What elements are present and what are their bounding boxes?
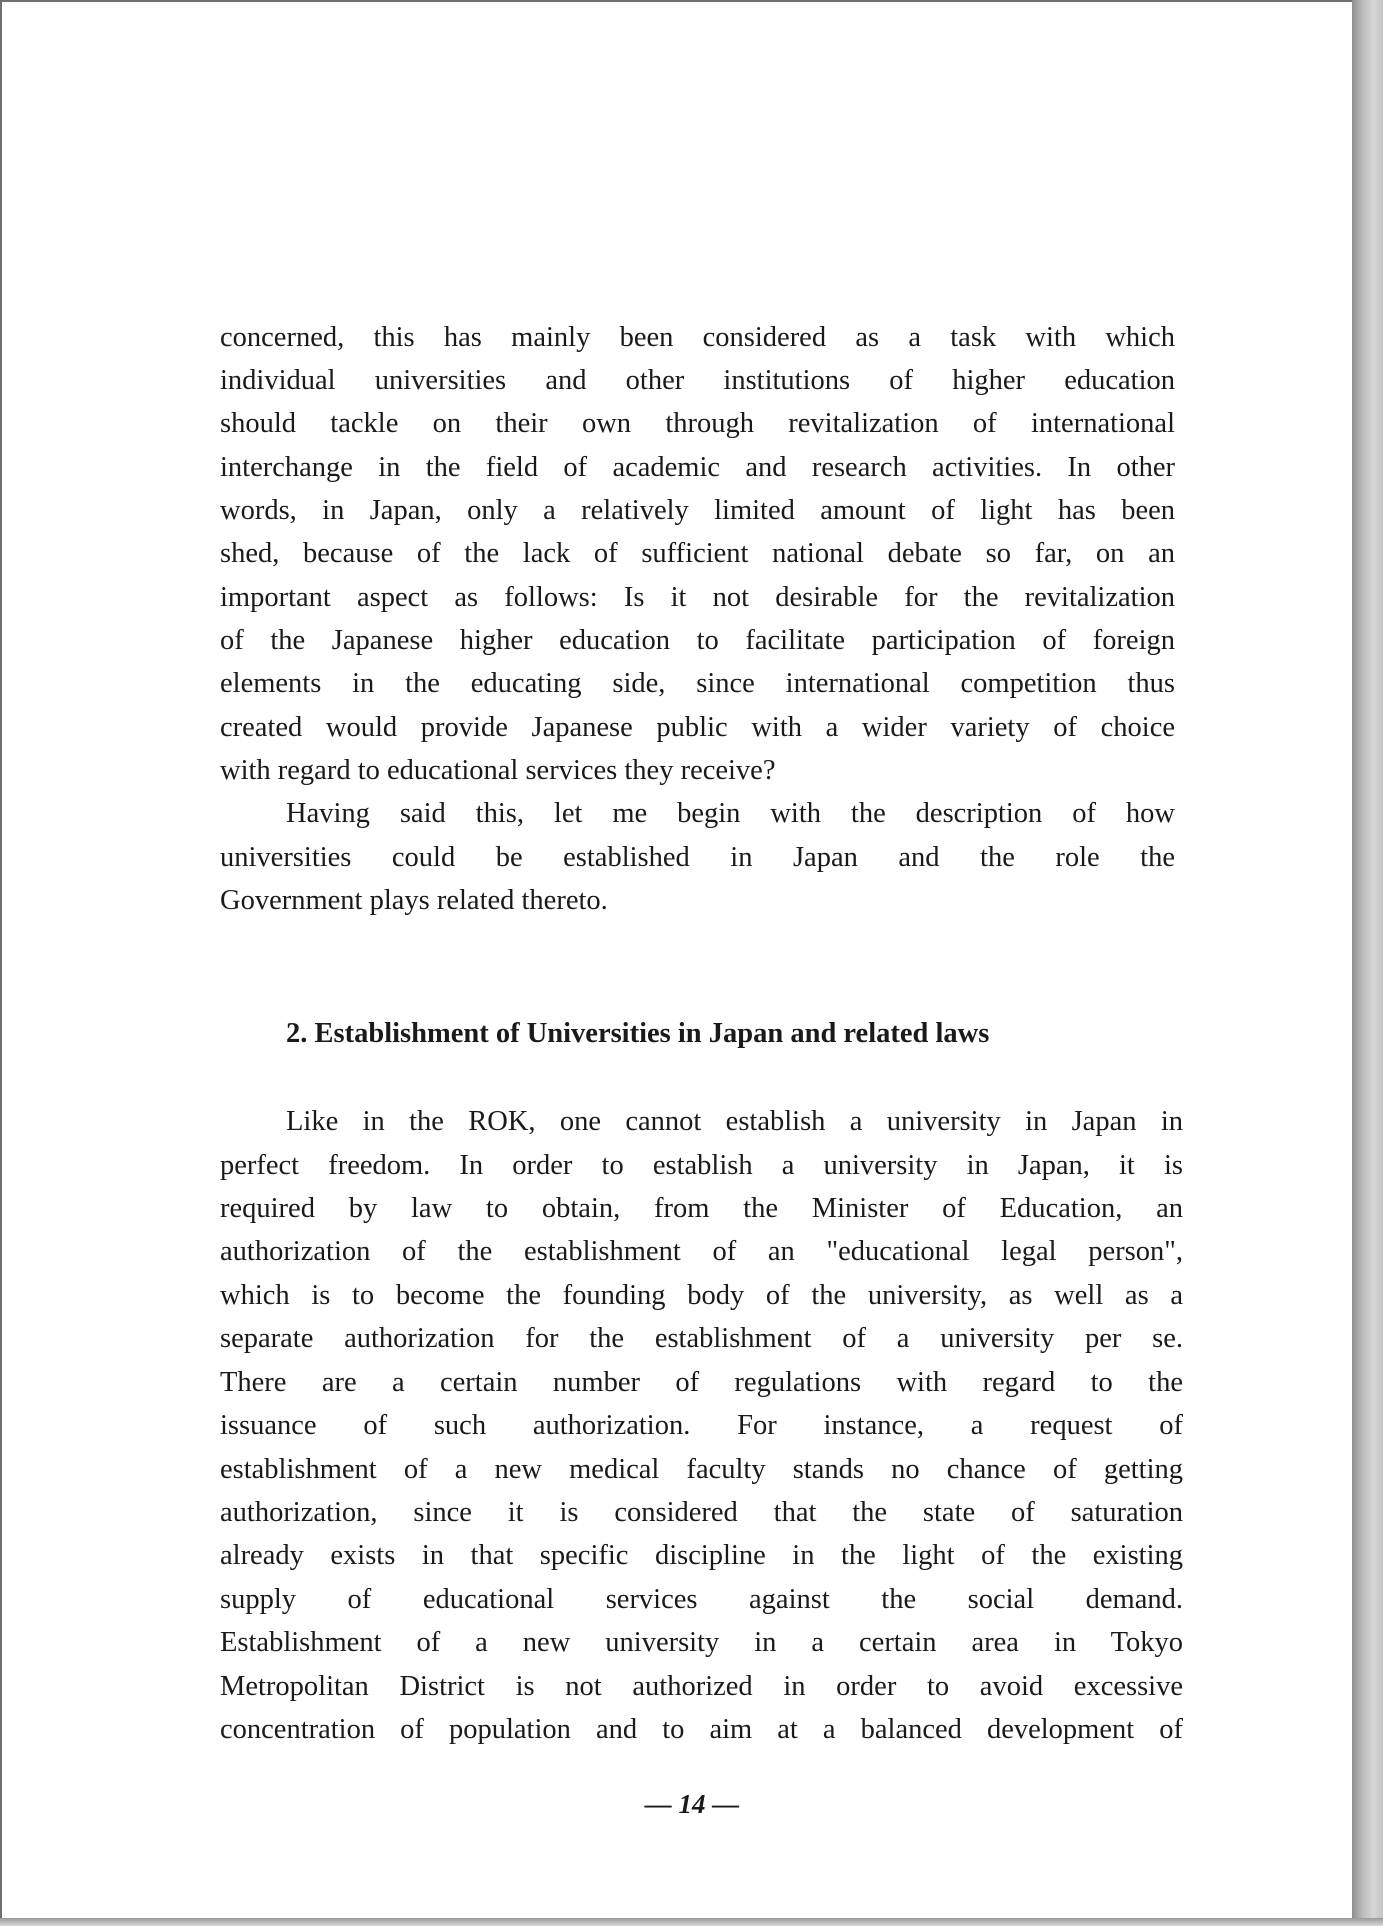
- page-number: — 14 —: [644, 1789, 740, 1819]
- text-line: Establishment of a new university in a certain area in Tokyo: [220, 1627, 1183, 1658]
- text-line: perfect freedom. In order to establish a university in Japan, it is: [220, 1150, 1183, 1181]
- text-line: establishment of a new medical faculty stands no chance of getting: [220, 1454, 1183, 1485]
- text-line: interchange in the field of academic and research activities. In other: [220, 452, 1175, 483]
- text-line: created would provide Japanese public with a wider variety of choice: [220, 712, 1175, 743]
- text-line: issuance of such authorization. For instance, a request of: [220, 1410, 1183, 1441]
- text-line: Government plays related thereto.: [220, 885, 608, 916]
- text-line: individual universities and other institutions of higher education: [220, 365, 1175, 396]
- text-line: which is to become the founding body of the university, as well as a: [220, 1280, 1183, 1311]
- text-line: There are a certain number of regulations with regard to the: [220, 1367, 1183, 1398]
- text-line: words, in Japan, only a relatively limited amount of light has been: [220, 495, 1175, 526]
- text-line: Having said this, let me begin with the description of how: [286, 798, 1175, 829]
- text-line: concentration of population and to aim at a balanced development of: [220, 1714, 1183, 1745]
- text-line: of the Japanese higher education to facilitate participation of foreign: [220, 625, 1175, 656]
- text-line: authorization of the establishment of an "educational legal person",: [220, 1236, 1183, 1267]
- text-line: should tackle on their own through revitalization of international: [220, 408, 1175, 439]
- text-line: concerned, this has mainly been considered as a task with which: [220, 322, 1175, 353]
- text-line: required by law to obtain, from the Minister of Education, an: [220, 1193, 1183, 1224]
- text-line: universities could be established in Japan and the role the: [220, 842, 1175, 873]
- text-line: separate authorization for the establishment of a university per se.: [220, 1323, 1183, 1354]
- text-line: with regard to educational services they receive?: [220, 755, 776, 786]
- text-line: elements in the educating side, since international competition thus: [220, 668, 1175, 699]
- section-heading: 2. Establishment of Universities in Japan and related laws: [286, 1018, 990, 1049]
- page-edge-shadow: [1352, 0, 1383, 1926]
- text-line: important aspect as follows: Is it not desirable for the revitalization: [220, 582, 1175, 613]
- text-line: Metropolitan District is not authorized in order to avoid excessive: [220, 1671, 1183, 1702]
- page-bottom-shadow: [0, 1918, 1383, 1926]
- text-line: authorization, since it is considered that the state of saturation: [220, 1497, 1183, 1528]
- text-line: supply of educational services against the social demand.: [220, 1584, 1183, 1615]
- text-line: already exists in that specific discipline in the light of the existing: [220, 1540, 1183, 1571]
- text-line: shed, because of the lack of sufficient national debate so far, on an: [220, 538, 1175, 569]
- text-line: Like in the ROK, one cannot establish a university in Japan in: [286, 1106, 1183, 1137]
